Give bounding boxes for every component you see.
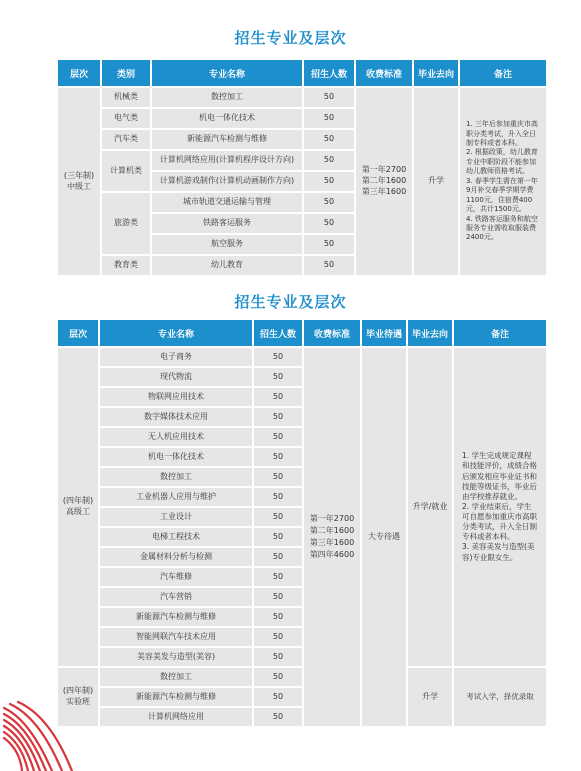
category-cell: 计算机类 <box>102 151 150 191</box>
header-category: 类别 <box>102 60 150 86</box>
destination-cell: 升学 <box>408 668 452 726</box>
count-cell: 50 <box>254 708 302 726</box>
major-cell: 幼儿教育 <box>152 256 302 275</box>
destination-cell: 升学/就业 <box>408 348 452 666</box>
level-cell: (四年制) 实验班 <box>58 668 98 726</box>
count-cell: 50 <box>304 151 354 170</box>
major-cell: 数控加工 <box>100 468 252 486</box>
header-enrollment: 招生人数 <box>304 60 354 86</box>
level-cell: (四年制) 高级工 <box>58 348 98 666</box>
count-cell: 50 <box>254 628 302 646</box>
major-cell: 智能网联汽车技术应用 <box>100 628 252 646</box>
decorative-stripes <box>0 700 90 771</box>
major-cell: 新能源汽车检测与维修 <box>100 608 252 626</box>
fee-cell: 第一年2700 第二年1600 第三年1600 <box>356 88 412 275</box>
destination-cell: 升学 <box>414 88 458 275</box>
major-cell: 铁路客运服务 <box>152 214 302 233</box>
header-fee: 收费标准 <box>304 320 360 346</box>
table-row <box>58 348 546 366</box>
category-cell: 旅游类 <box>102 193 150 254</box>
count-cell: 50 <box>254 568 302 586</box>
header-notes: 备注 <box>454 320 546 346</box>
category-cell: 电气类 <box>102 109 150 128</box>
major-cell: 机电一体化技术 <box>100 448 252 466</box>
major-cell: 物联网应用技术 <box>100 388 252 406</box>
major-cell: 汽车营销 <box>100 588 252 606</box>
header-destination: 毕业去向 <box>408 320 452 346</box>
notes-cell: 1. 学生完成规定课程和技能评价，成绩合格后颁发相应毕业证书和技能等级证书，毕业后由学校推荐就业。 2. 学业结束后，学生可自愿参加重庆市高职分类考试，升入全日制专科或者本科。 3. 美容美发与造型(美容)专业限女生。 <box>454 348 546 666</box>
header-fee: 收费标准 <box>356 60 412 86</box>
notes-cell: 考试入学，择优录取 <box>454 668 546 726</box>
count-cell: 50 <box>254 688 302 706</box>
enrollment-table-four-year <box>56 318 548 728</box>
table-row <box>58 88 546 107</box>
major-cell: 汽车维修 <box>100 568 252 586</box>
major-cell: 金属材料分析与检测 <box>100 548 252 566</box>
count-cell: 50 <box>254 548 302 566</box>
count-cell: 50 <box>254 348 302 366</box>
count-cell: 50 <box>304 214 354 233</box>
table-header-row <box>58 320 546 346</box>
table-row <box>58 668 546 686</box>
count-cell: 50 <box>304 130 354 149</box>
count-cell: 50 <box>254 408 302 426</box>
major-cell: 计算机网络应用 <box>100 708 252 726</box>
count-cell: 50 <box>304 109 354 128</box>
count-cell: 50 <box>254 388 302 406</box>
count-cell: 50 <box>254 468 302 486</box>
count-cell: 50 <box>304 88 354 107</box>
major-cell: 城市轨道交通运输与管理 <box>152 193 302 212</box>
major-cell: 计算机游戏制作(计算机动画制作方向) <box>152 172 302 191</box>
header-major: 专业名称 <box>100 320 252 346</box>
major-cell: 数控加工 <box>152 88 302 107</box>
count-cell: 50 <box>254 648 302 666</box>
category-cell: 汽车类 <box>102 130 150 149</box>
table-header-row <box>58 60 546 86</box>
category-cell: 机械类 <box>102 88 150 107</box>
major-cell: 工业机器人应用与维护 <box>100 488 252 506</box>
notes-cell: 1. 三年后参加重庆市高职分类考试，升入全日制专科或者本科。 2. 根据政策，幼儿教育专业中职阶段不能参加幼儿教师资格考试。 3. 春季学生需在第一年9月补交春季学期学费1100元，住宿费400元，共计1500元。 4. 铁路客运服务和航空服务专业需收取服装费2400元。 <box>460 88 546 275</box>
header-enrollment: 招生人数 <box>254 320 302 346</box>
level-cell: (三年制) 中级工 <box>58 88 100 275</box>
major-cell: 航空服务 <box>152 235 302 254</box>
count-cell: 50 <box>304 256 354 275</box>
major-cell: 美容美发与造型(美容) <box>100 648 252 666</box>
header-treatment: 毕业待遇 <box>362 320 406 346</box>
count-cell: 50 <box>254 448 302 466</box>
count-cell: 50 <box>304 193 354 212</box>
header-destination: 毕业去向 <box>414 60 458 86</box>
count-cell: 50 <box>254 668 302 686</box>
major-cell: 数控加工 <box>100 668 252 686</box>
count-cell: 50 <box>254 428 302 446</box>
header-level: 层次 <box>58 320 98 346</box>
section-title: 招生专业及层次 <box>234 29 347 47</box>
category-cell: 教育类 <box>102 256 150 275</box>
count-cell: 50 <box>254 368 302 386</box>
count-cell: 50 <box>254 508 302 526</box>
count-cell: 50 <box>254 608 302 626</box>
major-cell: 机电一体化技术 <box>152 109 302 128</box>
major-cell: 新能源汽车检测与维修 <box>152 130 302 149</box>
major-cell: 现代物流 <box>100 368 252 386</box>
treatment-cell: 大专待遇 <box>362 348 406 726</box>
count-cell: 50 <box>304 235 354 254</box>
fee-cell: 第一年2700 第二年1600 第三年1600 第四年4600 <box>304 348 360 726</box>
major-cell: 无人机应用技术 <box>100 428 252 446</box>
header-major: 专业名称 <box>152 60 302 86</box>
enrollment-table-three-year <box>56 58 548 277</box>
major-cell: 工业设计 <box>100 508 252 526</box>
major-cell: 电子商务 <box>100 348 252 366</box>
header-level: 层次 <box>58 60 100 86</box>
major-cell: 计算机网络应用(计算机程序设计方向) <box>152 151 302 170</box>
count-cell: 50 <box>304 172 354 191</box>
major-cell: 新能源汽车检测与维修 <box>100 688 252 706</box>
major-cell: 电梯工程技术 <box>100 528 252 546</box>
count-cell: 50 <box>254 588 302 606</box>
count-cell: 50 <box>254 528 302 546</box>
section-title: 招生专业及层次 <box>234 293 347 311</box>
major-cell: 数字媒体技术应用 <box>100 408 252 426</box>
header-notes: 备注 <box>460 60 546 86</box>
count-cell: 50 <box>254 488 302 506</box>
